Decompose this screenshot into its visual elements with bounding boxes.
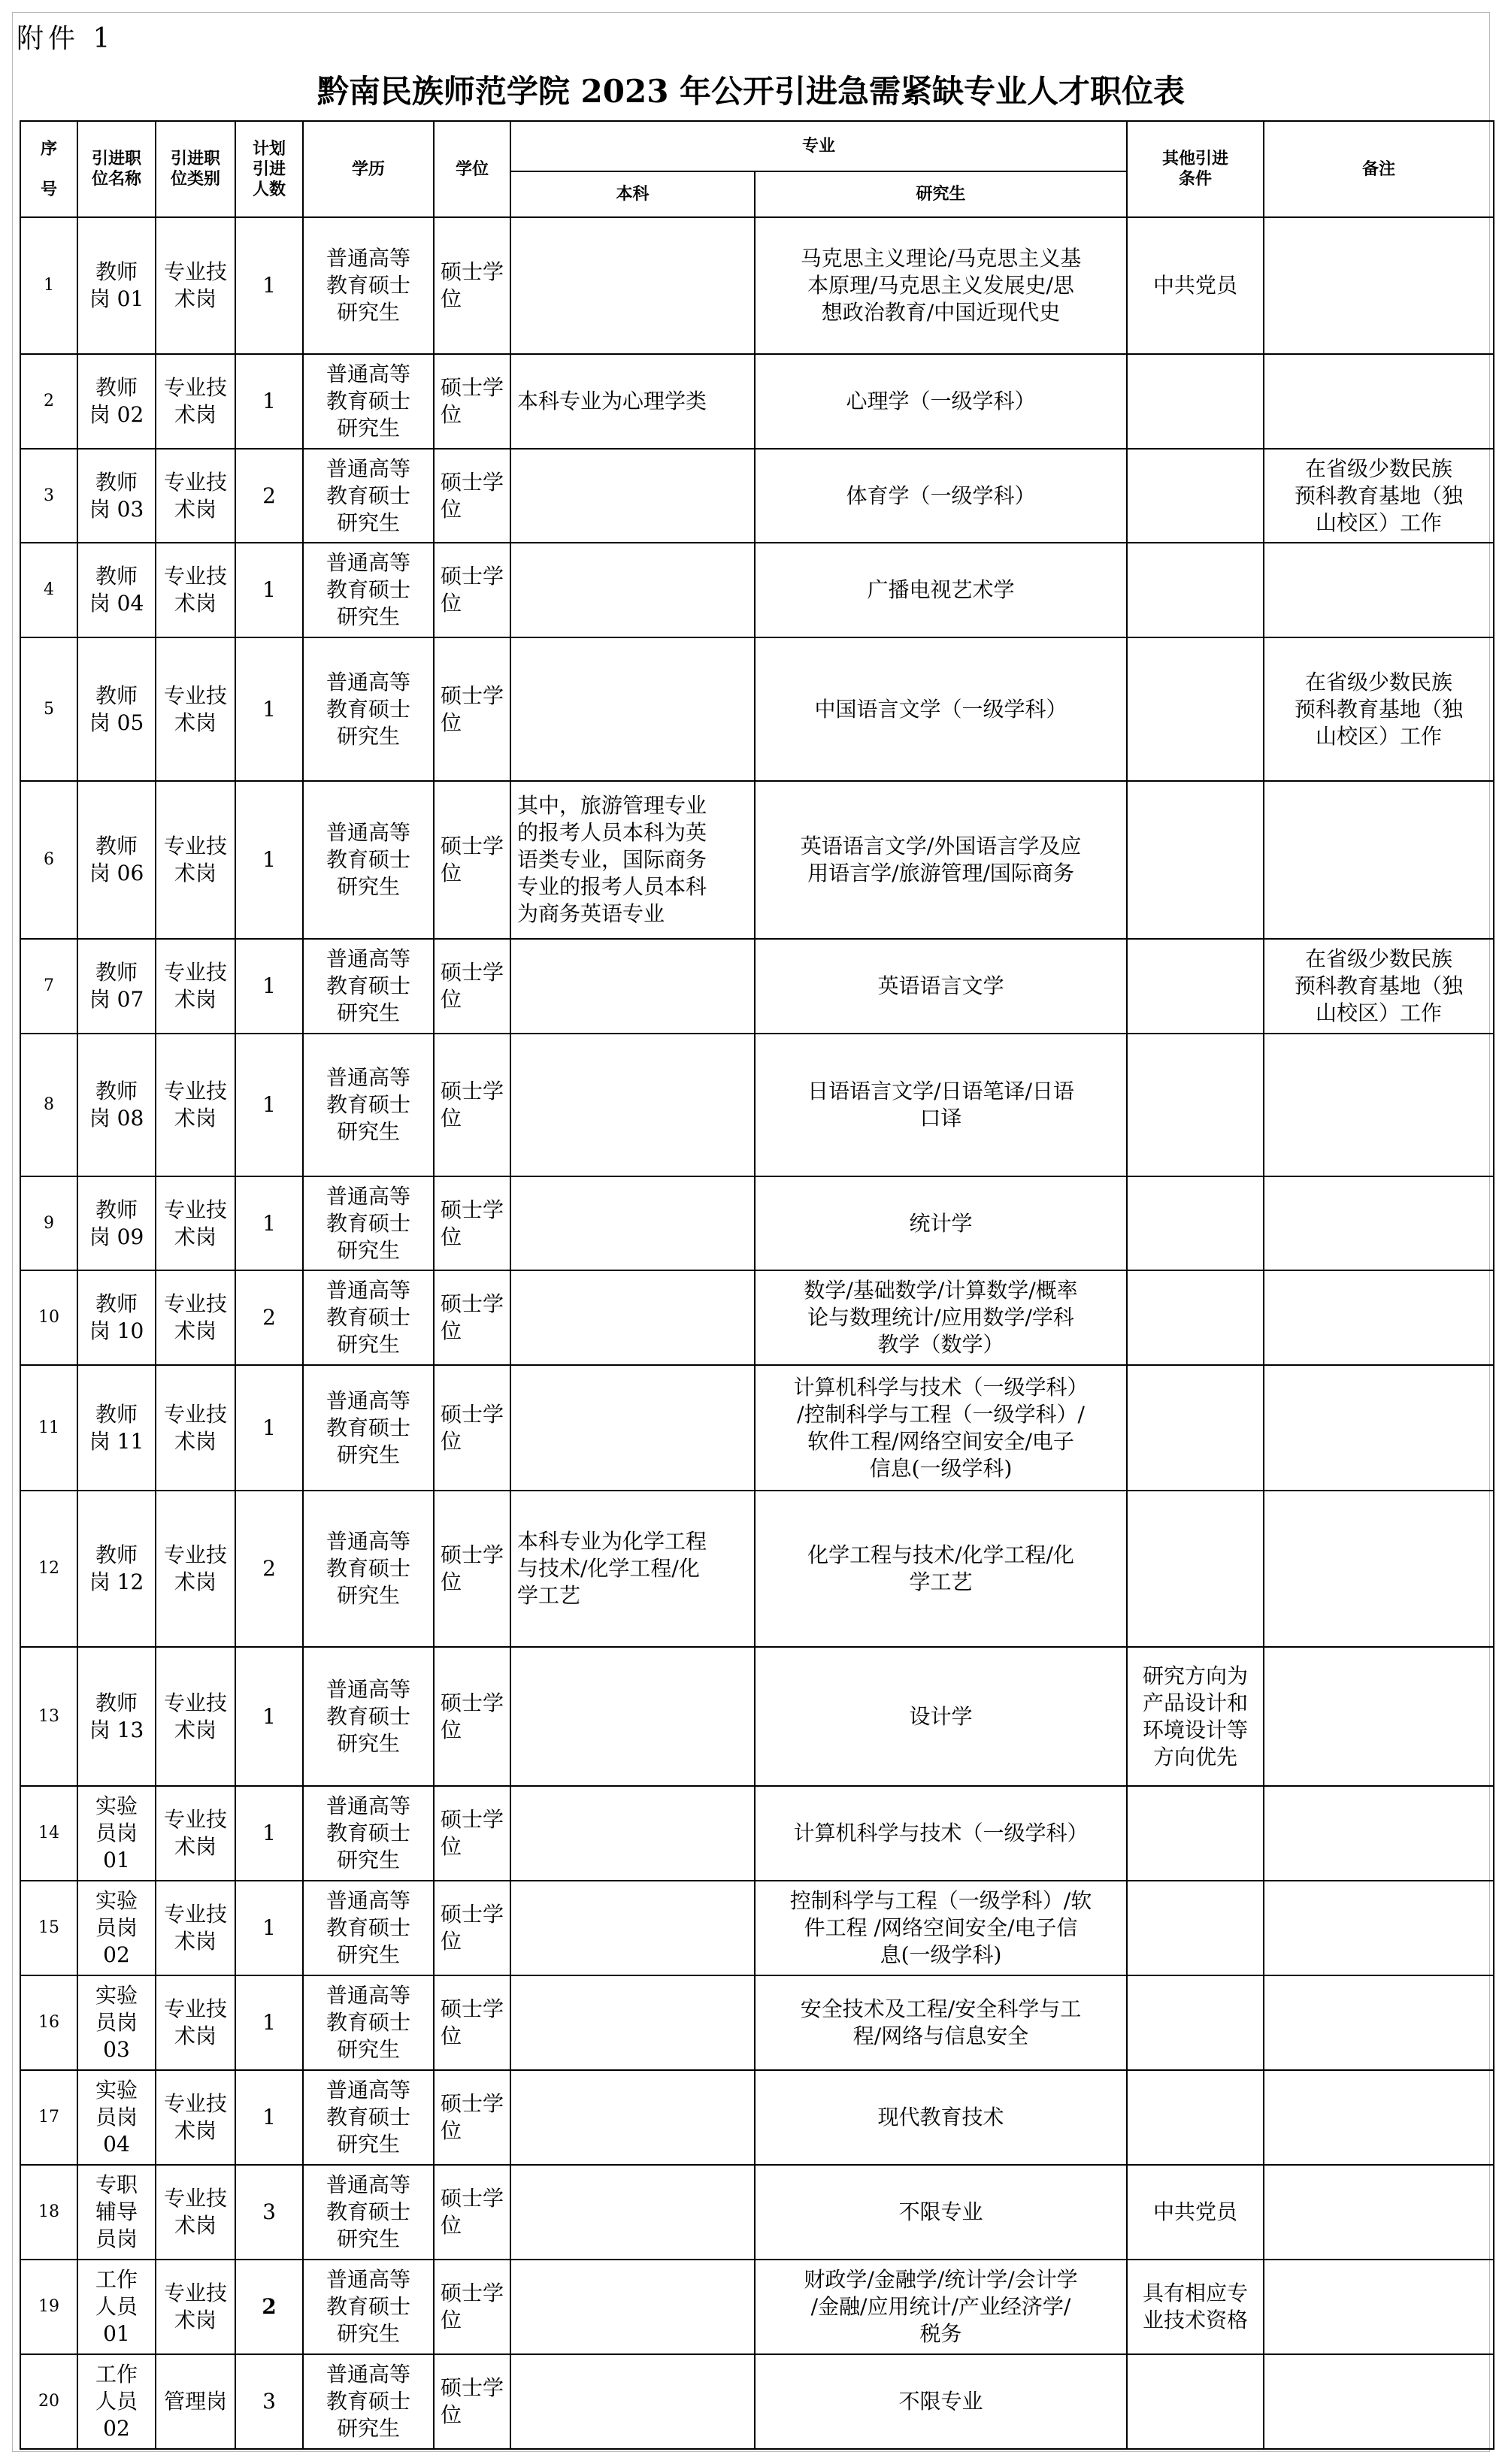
table-cell-education: 普通高等 教育硕士 研究生 xyxy=(303,217,434,354)
table-cell-position-type: 专业技 术岗 xyxy=(156,1647,235,1786)
table-cell-remarks xyxy=(1264,1786,1494,1881)
table-cell-remarks xyxy=(1264,1270,1494,1365)
table-cell-position-name: 实验 员岗 02 xyxy=(77,1881,156,1975)
table-row xyxy=(20,2165,1494,2260)
table-cell-other-conditions xyxy=(1127,939,1264,1034)
table-cell-position-name: 实验 员岗 04 xyxy=(77,2070,156,2165)
table-cell-remarks xyxy=(1264,2354,1494,2449)
table-cell-other-conditions xyxy=(1127,1176,1264,1270)
table-cell-degree: 硕士学 位 xyxy=(434,1270,510,1365)
table-cell-seq: 13 xyxy=(20,1647,77,1786)
table-row xyxy=(20,2354,1494,2449)
table-cell-remarks xyxy=(1264,1491,1494,1647)
table-cell-plan-count: 1 xyxy=(235,1176,303,1270)
table-cell-graduate: 不限专业 xyxy=(755,2165,1127,2260)
table-cell-position-type: 专业技 术岗 xyxy=(156,637,235,781)
table-cell-degree: 硕士学 位 xyxy=(434,1975,510,2070)
table-cell-remarks: 在省级少数民族 预科教育基地（独 山校区）工作 xyxy=(1264,449,1494,543)
table-cell-education: 普通高等 教育硕士 研究生 xyxy=(303,2260,434,2354)
table-row xyxy=(20,1270,1494,1365)
table-cell-seq: 6 xyxy=(20,781,77,939)
header-degree: 学位 xyxy=(434,121,510,217)
table-cell-position-name: 实验 员岗 01 xyxy=(77,1786,156,1881)
table-cell-education: 普通高等 教育硕士 研究生 xyxy=(303,1034,434,1176)
table-cell-plan-count: 1 xyxy=(235,217,303,354)
table-cell-graduate: 英语语言文学 xyxy=(755,939,1127,1034)
table-cell-seq: 17 xyxy=(20,2070,77,2165)
header-position-type: 引进职 位类别 xyxy=(156,121,235,217)
table-cell-position-name: 教师 岗 02 xyxy=(77,354,156,449)
table-cell-position-type: 专业技 术岗 xyxy=(156,1975,235,2070)
header-major: 专业 xyxy=(510,121,1127,171)
table-cell-plan-count: 1 xyxy=(235,781,303,939)
table-row xyxy=(20,1491,1494,1647)
table-cell-undergraduate xyxy=(510,2070,755,2165)
table-cell-other-conditions: 中共党员 xyxy=(1127,217,1264,354)
table-cell-position-type: 专业技 术岗 xyxy=(156,217,235,354)
table-cell-seq: 20 xyxy=(20,2354,77,2449)
table-cell-education: 普通高等 教育硕士 研究生 xyxy=(303,1176,434,1270)
header-other-conditions: 其他引进 条件 xyxy=(1127,121,1264,217)
table-cell-seq: 15 xyxy=(20,1881,77,1975)
table-cell-undergraduate xyxy=(510,1786,755,1881)
table-cell-seq: 18 xyxy=(20,2165,77,2260)
table-cell-education: 普通高等 教育硕士 研究生 xyxy=(303,1270,434,1365)
table-cell-degree: 硕士学 位 xyxy=(434,1786,510,1881)
table-cell-plan-count: 1 xyxy=(235,1034,303,1176)
table-cell-position-name: 工作 人员 01 xyxy=(77,2260,156,2354)
header-plan-count: 计划 引进 人数 xyxy=(235,121,303,217)
table-cell-undergraduate: 本科专业为化学工程 与技术/化学工程/化 学工艺 xyxy=(510,1491,755,1647)
table-cell-position-type: 专业技 术岗 xyxy=(156,781,235,939)
table-cell-graduate: 中国语言文学（一级学科） xyxy=(755,637,1127,781)
table-cell-undergraduate xyxy=(510,1270,755,1365)
table-cell-remarks xyxy=(1264,354,1494,449)
table-cell-education: 普通高等 教育硕士 研究生 xyxy=(303,449,434,543)
table-cell-remarks xyxy=(1264,1647,1494,1786)
table-cell-degree: 硕士学 位 xyxy=(434,1881,510,1975)
table-cell-education: 普通高等 教育硕士 研究生 xyxy=(303,939,434,1034)
table-cell-seq: 19 xyxy=(20,2260,77,2354)
table-cell-undergraduate xyxy=(510,637,755,781)
table-cell-plan-count: 1 xyxy=(235,637,303,781)
table-cell-position-type: 专业技 术岗 xyxy=(156,2070,235,2165)
header-seq: 序 号 xyxy=(20,121,77,217)
table-cell-degree: 硕士学 位 xyxy=(434,2165,510,2260)
positions-table xyxy=(20,120,1494,2450)
table-cell-other-conditions xyxy=(1127,1975,1264,2070)
table-row xyxy=(20,781,1494,939)
table-cell-position-type: 专业技 术岗 xyxy=(156,354,235,449)
table-cell-seq: 10 xyxy=(20,1270,77,1365)
table-row xyxy=(20,543,1494,637)
table-cell-education: 普通高等 教育硕士 研究生 xyxy=(303,2070,434,2165)
table-cell-plan-count: 2 xyxy=(235,1491,303,1647)
table-cell-degree: 硕士学 位 xyxy=(434,217,510,354)
table-cell-graduate: 日语语言文学/日语笔译/日语 口译 xyxy=(755,1034,1127,1176)
table-cell-plan-count: 1 xyxy=(235,1975,303,2070)
header-graduate: 研究生 xyxy=(755,171,1127,217)
table-row xyxy=(20,1034,1494,1176)
table-cell-other-conditions xyxy=(1127,354,1264,449)
table-cell-graduate: 控制科学与工程（一级学科）/软 件工程 /网络空间安全/电子信 息(一级学科) xyxy=(755,1881,1127,1975)
table-cell-undergraduate xyxy=(510,2165,755,2260)
table-cell-degree: 硕士学 位 xyxy=(434,781,510,939)
table-cell-position-type: 专业技 术岗 xyxy=(156,1034,235,1176)
table-cell-graduate: 马克思主义理论/马克思主义基 本原理/马克思主义发展史/思 想政治教育/中国近现代史 xyxy=(755,217,1127,354)
table-cell-position-type: 专业技 术岗 xyxy=(156,1270,235,1365)
table-cell-position-type: 专业技 术岗 xyxy=(156,2165,235,2260)
table-row xyxy=(20,1881,1494,1975)
table-cell-plan-count: 1 xyxy=(235,939,303,1034)
table-cell-education: 普通高等 教育硕士 研究生 xyxy=(303,1786,434,1881)
table-cell-plan-count: 2 xyxy=(235,449,303,543)
table-cell-position-type: 专业技 术岗 xyxy=(156,939,235,1034)
table-cell-education: 普通高等 教育硕士 研究生 xyxy=(303,1881,434,1975)
table-cell-undergraduate xyxy=(510,1176,755,1270)
table-row xyxy=(20,1786,1494,1881)
table-cell-degree: 硕士学 位 xyxy=(434,1491,510,1647)
table-cell-undergraduate xyxy=(510,1365,755,1491)
table-cell-education: 普通高等 教育硕士 研究生 xyxy=(303,1647,434,1786)
table-cell-position-name: 教师 岗 09 xyxy=(77,1176,156,1270)
table-cell-position-type: 专业技 术岗 xyxy=(156,1176,235,1270)
table-cell-other-conditions xyxy=(1127,637,1264,781)
table-cell-position-type: 专业技 术岗 xyxy=(156,1365,235,1491)
table-cell-remarks xyxy=(1264,217,1494,354)
table-cell-other-conditions xyxy=(1127,2070,1264,2165)
table-cell-position-name: 教师 岗 11 xyxy=(77,1365,156,1491)
table-row xyxy=(20,1975,1494,2070)
table-cell-plan-count: 1 xyxy=(235,1365,303,1491)
header-position-name: 引进职 位名称 xyxy=(77,121,156,217)
table-cell-undergraduate xyxy=(510,217,755,354)
table-cell-graduate: 数学/基础数学/计算数学/概率 论与数理统计/应用数学/学科 教学（数学） xyxy=(755,1270,1127,1365)
table-cell-degree: 硕士学 位 xyxy=(434,1365,510,1491)
table-cell-plan-count: 1 xyxy=(235,354,303,449)
table-cell-graduate: 英语语言文学/外国语言学及应 用语言学/旅游管理/国际商务 xyxy=(755,781,1127,939)
table-cell-remarks: 在省级少数民族 预科教育基地（独 山校区）工作 xyxy=(1264,637,1494,781)
table-cell-other-conditions xyxy=(1127,781,1264,939)
table-cell-degree: 硕士学 位 xyxy=(434,637,510,781)
table-cell-plan-count: 1 xyxy=(235,1786,303,1881)
table-cell-remarks: 在省级少数民族 预科教育基地（独 山校区）工作 xyxy=(1264,939,1494,1034)
table-cell-other-conditions xyxy=(1127,1491,1264,1647)
table-cell-education: 普通高等 教育硕士 研究生 xyxy=(303,637,434,781)
table-cell-other-conditions xyxy=(1127,1786,1264,1881)
table-cell-undergraduate xyxy=(510,939,755,1034)
table-cell-degree: 硕士学 位 xyxy=(434,1647,510,1786)
table-cell-plan-count: 1 xyxy=(235,543,303,637)
table-cell-undergraduate: 其中，旅游管理专业 的报考人员本科为英 语类专业，国际商务 专业的报考人员本科 为商务英语专业 xyxy=(510,781,755,939)
table-cell-other-conditions: 中共党员 xyxy=(1127,2165,1264,2260)
table-cell-position-type: 专业技 术岗 xyxy=(156,1491,235,1647)
table-cell-education: 普通高等 教育硕士 研究生 xyxy=(303,1365,434,1491)
table-cell-remarks xyxy=(1264,2260,1494,2354)
table-cell-remarks xyxy=(1264,2165,1494,2260)
table-cell-undergraduate xyxy=(510,2354,755,2449)
table-cell-position-name: 教师 岗 06 xyxy=(77,781,156,939)
table-cell-seq: 14 xyxy=(20,1786,77,1881)
table-row xyxy=(20,637,1494,781)
table-cell-other-conditions xyxy=(1127,1270,1264,1365)
table-cell-education: 普通高等 教育硕士 研究生 xyxy=(303,1491,434,1647)
table-cell-position-name: 教师 岗 07 xyxy=(77,939,156,1034)
table-cell-graduate: 广播电视艺术学 xyxy=(755,543,1127,637)
table-cell-other-conditions xyxy=(1127,449,1264,543)
table-cell-degree: 硕士学 位 xyxy=(434,939,510,1034)
table-row xyxy=(20,939,1494,1034)
table-row xyxy=(20,2260,1494,2354)
table-row xyxy=(20,1176,1494,1270)
table-cell-plan-count: 2 xyxy=(235,2260,303,2354)
table-cell-undergraduate xyxy=(510,1034,755,1176)
table-row xyxy=(20,1647,1494,1786)
table-cell-degree: 硕士学 位 xyxy=(434,354,510,449)
table-cell-position-name: 实验 员岗 03 xyxy=(77,1975,156,2070)
attachment-label: 附件 1 xyxy=(17,23,115,54)
table-cell-seq: 12 xyxy=(20,1491,77,1647)
table-cell-graduate: 体育学（一级学科） xyxy=(755,449,1127,543)
table-cell-education: 普通高等 教育硕士 研究生 xyxy=(303,543,434,637)
table-cell-position-type: 专业技 术岗 xyxy=(156,449,235,543)
table-cell-position-name: 教师 岗 08 xyxy=(77,1034,156,1176)
table-cell-degree: 硕士学 位 xyxy=(434,449,510,543)
table-cell-plan-count: 1 xyxy=(235,1647,303,1786)
table-cell-degree: 硕士学 位 xyxy=(434,543,510,637)
table-cell-other-conditions xyxy=(1127,1034,1264,1176)
table-cell-undergraduate xyxy=(510,1881,755,1975)
table-cell-other-conditions: 研究方向为 产品设计和 环境设计等 方向优先 xyxy=(1127,1647,1264,1786)
table-cell-other-conditions xyxy=(1127,2354,1264,2449)
table-cell-seq: 8 xyxy=(20,1034,77,1176)
table-cell-seq: 5 xyxy=(20,637,77,781)
table-cell-remarks xyxy=(1264,1365,1494,1491)
table-cell-education: 普通高等 教育硕士 研究生 xyxy=(303,2165,434,2260)
table-cell-graduate: 化学工程与技术/化学工程/化 学工艺 xyxy=(755,1491,1127,1647)
header-undergraduate: 本科 xyxy=(510,171,755,217)
table-cell-position-name: 教师 岗 04 xyxy=(77,543,156,637)
table-cell-position-name: 教师 岗 10 xyxy=(77,1270,156,1365)
table-cell-seq: 2 xyxy=(20,354,77,449)
table-cell-remarks xyxy=(1264,2070,1494,2165)
table-cell-remarks xyxy=(1264,543,1494,637)
table-cell-plan-count: 1 xyxy=(235,2070,303,2165)
table-cell-graduate: 心理学（一级学科） xyxy=(755,354,1127,449)
table-cell-graduate: 安全技术及工程/安全科学与工 程/网络与信息安全 xyxy=(755,1975,1127,2070)
table-cell-graduate: 统计学 xyxy=(755,1176,1127,1270)
table-cell-plan-count: 1 xyxy=(235,1881,303,1975)
table-cell-seq: 9 xyxy=(20,1176,77,1270)
table-cell-seq: 1 xyxy=(20,217,77,354)
table-cell-remarks xyxy=(1264,1034,1494,1176)
table-cell-other-conditions xyxy=(1127,543,1264,637)
table-cell-position-type: 管理岗 xyxy=(156,2354,235,2449)
table-cell-graduate: 计算机科学与技术（一级学科） /控制科学与工程（一级学科）/ 软件工程/网络空间安全/电子 信息(一级学科) xyxy=(755,1365,1127,1491)
table-cell-position-type: 专业技 术岗 xyxy=(156,1881,235,1975)
table-cell-degree: 硕士学 位 xyxy=(434,2260,510,2354)
table-cell-position-name: 教师 岗 05 xyxy=(77,637,156,781)
table-cell-undergraduate: 本科专业为心理学类 xyxy=(510,354,755,449)
table-cell-remarks xyxy=(1264,1176,1494,1270)
table-row xyxy=(20,2070,1494,2165)
table-cell-position-type: 专业技 术岗 xyxy=(156,543,235,637)
table-cell-graduate: 计算机科学与技术（一级学科） xyxy=(755,1786,1127,1881)
table-cell-other-conditions: 具有相应专 业技术资格 xyxy=(1127,2260,1264,2354)
table-cell-plan-count: 3 xyxy=(235,2354,303,2449)
table-cell-graduate: 财政学/金融学/统计学/会计学 /金融/应用统计/产业经济学/ 税务 xyxy=(755,2260,1127,2354)
table-cell-education: 普通高等 教育硕士 研究生 xyxy=(303,354,434,449)
table-cell-position-name: 教师 岗 13 xyxy=(77,1647,156,1786)
document-title: 黔南民族师范学院 2023 年公开引进急需紧缺专业人才职位表 xyxy=(316,73,1186,110)
table-cell-education: 普通高等 教育硕士 研究生 xyxy=(303,781,434,939)
table-cell-position-name: 工作 人员 02 xyxy=(77,2354,156,2449)
table-cell-undergraduate xyxy=(510,449,755,543)
table-cell-remarks xyxy=(1264,1881,1494,1975)
table-cell-undergraduate xyxy=(510,2260,755,2354)
table-cell-seq: 16 xyxy=(20,1975,77,2070)
table-row xyxy=(20,354,1494,449)
table-cell-graduate: 设计学 xyxy=(755,1647,1127,1786)
table-cell-other-conditions xyxy=(1127,1881,1264,1975)
table-cell-position-type: 专业技 术岗 xyxy=(156,1786,235,1881)
table-cell-degree: 硕士学 位 xyxy=(434,1034,510,1176)
table-cell-other-conditions xyxy=(1127,1365,1264,1491)
table-cell-undergraduate xyxy=(510,1975,755,2070)
table-cell-undergraduate xyxy=(510,543,755,637)
table-cell-degree: 硕士学 位 xyxy=(434,2354,510,2449)
table-cell-graduate: 现代教育技术 xyxy=(755,2070,1127,2165)
table-cell-degree: 硕士学 位 xyxy=(434,2070,510,2165)
table-cell-seq: 4 xyxy=(20,543,77,637)
table-cell-graduate: 不限专业 xyxy=(755,2354,1127,2449)
table-cell-plan-count: 2 xyxy=(235,1270,303,1365)
table-cell-position-type: 专业技 术岗 xyxy=(156,2260,235,2354)
table-cell-position-name: 教师 岗 03 xyxy=(77,449,156,543)
header-remarks: 备注 xyxy=(1264,121,1494,217)
table-row xyxy=(20,217,1494,354)
table-cell-seq: 11 xyxy=(20,1365,77,1491)
table-cell-position-name: 专职 辅导 员岗 xyxy=(77,2165,156,2260)
table-cell-plan-count: 3 xyxy=(235,2165,303,2260)
table-cell-position-name: 教师 岗 12 xyxy=(77,1491,156,1647)
table-cell-position-name: 教师 岗 01 xyxy=(77,217,156,354)
table-cell-seq: 3 xyxy=(20,449,77,543)
table-row xyxy=(20,449,1494,543)
table-row xyxy=(20,1365,1494,1491)
table-cell-education: 普通高等 教育硕士 研究生 xyxy=(303,1975,434,2070)
table-cell-degree: 硕士学 位 xyxy=(434,1176,510,1270)
table-cell-remarks xyxy=(1264,1975,1494,2070)
table-cell-remarks xyxy=(1264,781,1494,939)
table-cell-seq: 7 xyxy=(20,939,77,1034)
header-education: 学历 xyxy=(303,121,434,217)
table-cell-education: 普通高等 教育硕士 研究生 xyxy=(303,2354,434,2449)
table-cell-undergraduate xyxy=(510,1647,755,1786)
